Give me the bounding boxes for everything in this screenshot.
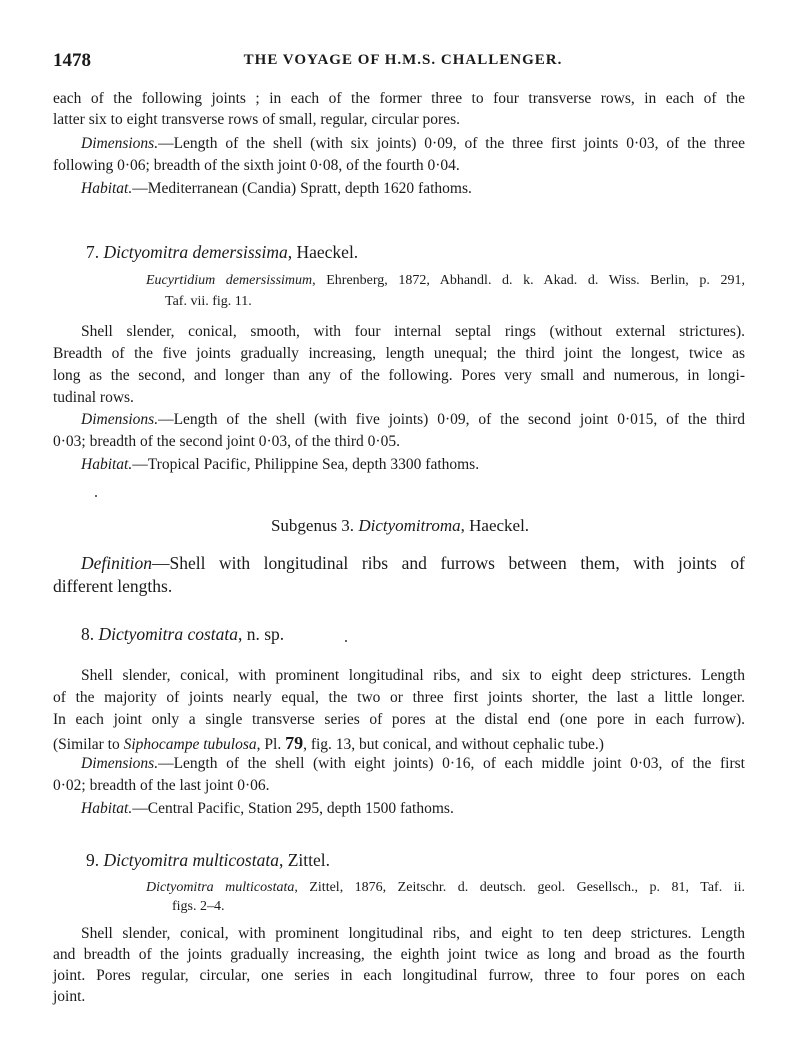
running-title: THE VOYAGE OF H.M.S. CHALLENGER. xyxy=(243,52,563,68)
reference-text: , Ehrenberg, 1872, Abhandl. d. k. Akad. d. Wiss. Berlin, p. 291, xyxy=(312,273,745,288)
definition-line xyxy=(81,553,745,574)
description-text: (Similar to xyxy=(53,736,124,753)
subgenus-label: Subgenus 3. xyxy=(270,516,359,535)
species-author: , Zittel. xyxy=(278,850,331,870)
description-line: tudinal rows. xyxy=(53,389,134,406)
habitat-text: —Tropical Pacific, Philippine Sea, depth 3300 fathoms. xyxy=(132,456,480,473)
description-line: Shell slender, conical, with prominent longitudinal ribs, and six to eight deep strictures. Length xyxy=(81,667,745,684)
description-text: , Pl. xyxy=(256,736,286,753)
dimensions-line xyxy=(81,755,745,773)
species-name: Siphocampe tubulosa xyxy=(123,736,257,753)
subgenus-heading xyxy=(0,516,800,536)
description-line: of the majority of joints nearly equal, the two or three first joints shorter, the last a little longer. xyxy=(53,689,745,706)
dimensions-label: Dimensions. xyxy=(81,411,159,428)
description-line: Shell slender, conical, smooth, with four internal septal rings (without external strictures). xyxy=(81,323,745,340)
habitat-text: —Mediterranean (Candia) Spratt, depth 1620 fathoms. xyxy=(132,180,472,197)
dimensions-text: —Length of the shell (with eight joints) 0·16, of each middle joint 0·03, of the first xyxy=(158,755,745,772)
definition-line: different lengths. xyxy=(53,576,173,596)
definition-text: —Shell with longitudinal ribs and furrows between them, with joints of xyxy=(151,553,745,573)
habitat-label: Habitat. xyxy=(81,180,133,197)
reference-name: Dictyomitra multicostata xyxy=(146,880,295,895)
habitat-label: Habitat. xyxy=(81,456,133,473)
dimensions-label: Dimensions. xyxy=(81,755,159,772)
dimensions-line: following 0·06; breadth of the sixth joint 0·08, of the fourth 0·04. xyxy=(53,157,460,174)
dimensions-line: 0·02; breadth of the last joint 0·06. xyxy=(53,777,270,794)
species-number: 9. xyxy=(86,850,100,870)
species-name: Dictyomitra demersissima xyxy=(103,242,288,262)
description-line: long as the second, and longer than any of the following. Pores very small and numerous, in longi- xyxy=(53,367,745,384)
reference-text: , Zittel, 1876, Zeitschr. d. deutsch. geol. Gesellsch., p. 81, Taf. ii. xyxy=(294,880,745,895)
page-number: 1478 xyxy=(53,50,91,71)
reference-line: Taf. vii. fig. 11. xyxy=(165,294,252,309)
reference-name: Eucyrtidium demersissimum xyxy=(146,273,313,288)
subgenus-name: Dictyomitroma xyxy=(358,516,461,535)
page-header xyxy=(53,50,753,74)
dimensions-line xyxy=(81,135,745,153)
reference-line xyxy=(146,273,745,289)
habitat-line xyxy=(81,456,479,474)
subgenus-author: , Haeckel. xyxy=(460,516,530,535)
species-name: Dictyomitra costata xyxy=(98,624,238,644)
species-name: Dictyomitra multicostata xyxy=(103,850,279,870)
description-text: , fig. 13, but conical, and without cephalic tube.) xyxy=(303,736,604,753)
habitat-label: Habitat. xyxy=(81,800,133,817)
species-number: 7. xyxy=(86,242,100,262)
ink-speck xyxy=(345,640,347,642)
description-line xyxy=(53,733,604,754)
description-line: joint. xyxy=(53,988,86,1005)
dimensions-line: 0·03; breadth of the second joint 0·03, of the third 0·05. xyxy=(53,433,400,450)
species-heading xyxy=(86,242,358,263)
species-heading xyxy=(86,850,330,871)
dimensions-label: Dimensions. xyxy=(81,135,159,152)
reference-line xyxy=(146,880,745,896)
reference-line: figs. 2–4. xyxy=(172,899,225,914)
habitat-text: —Central Pacific, Station 295, depth 1500 fathoms. xyxy=(132,800,454,817)
species-heading xyxy=(81,624,284,645)
description-line: and breadth of the joints gradually increasing, the eighth joint twice as long and broad as the fourth xyxy=(53,946,745,963)
continued-text-line: each of the following joints ; in each of the former three to four transverse rows, in each of the xyxy=(53,90,745,107)
description-line: In each joint only a single transverse series of pores at the distal end (one pore in each furrow). xyxy=(53,711,745,728)
species-number: 8. xyxy=(81,624,95,644)
habitat-line xyxy=(81,800,454,818)
description-line: joint. Pores regular, circular, one series in each longitudinal furrow, three to four pores on each xyxy=(53,967,745,984)
continued-text-line: latter six to eight transverse rows of small, regular, circular pores. xyxy=(53,111,460,128)
habitat-line xyxy=(81,180,472,198)
dimensions-text: —Length of the shell (with five joints) 0·09, of the second joint 0·015, of the third xyxy=(158,411,745,428)
ink-speck xyxy=(95,495,97,497)
species-author: , n. sp. xyxy=(238,624,285,644)
plate-number: 79 xyxy=(285,733,304,753)
dimensions-line xyxy=(81,411,745,429)
dimensions-text: —Length of the shell (with six joints) 0·09, of the three first joints 0·03, of the three xyxy=(158,135,745,152)
description-line: Shell slender, conical, with prominent longitudinal ribs, and eight to ten deep strictures. Length xyxy=(81,925,745,942)
species-author: , Haeckel. xyxy=(287,242,359,262)
definition-label: Definition xyxy=(81,553,152,573)
description-line: Breadth of the five joints gradually increasing, length unequal; the third joint the longest, twice as xyxy=(53,345,745,362)
